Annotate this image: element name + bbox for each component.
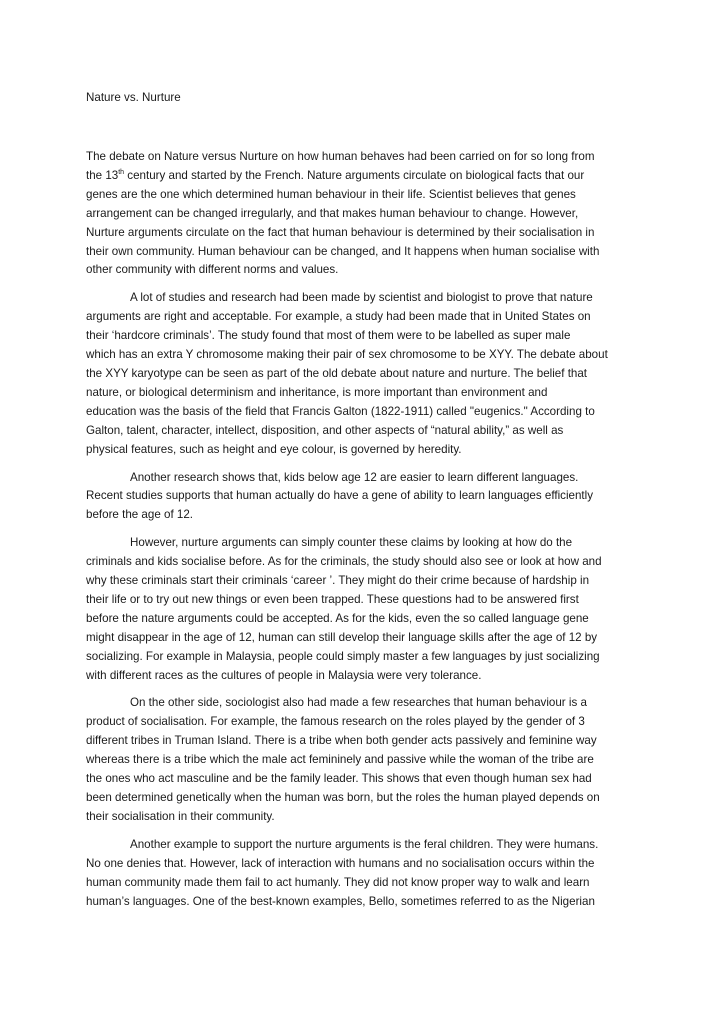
text-line: Another research shows that, kids below age 12 are easier to learn different languages. <box>130 470 579 484</box>
text-line: why these criminals start their criminals ‘career ’. They might do their crime because of hardship in <box>86 574 590 588</box>
text-line: their own community. Human behaviour can be changed, and It happens when human socialise with <box>86 244 600 258</box>
text-line: different tribes in Truman Island. There is a tribe when both gender acts passively and feminine way <box>86 734 597 748</box>
text-line: Galton, talent, character, intellect, disposition, and other aspects of “natural ability,” as well as <box>86 423 564 437</box>
text-line: which has an extra Y chromosome making their pair of sex chromosome to be XYY. The debate about <box>86 348 608 362</box>
text-line: criminals and kids socialise before. As for the criminals, the study should also see or look at how and <box>86 555 602 569</box>
text-line: Recent studies supports that human actually do have a gene of ability to learn languages efficiently <box>86 489 594 503</box>
paragraph <box>86 534 646 685</box>
text-line: Nurture arguments circulate on the fact that human behaviour is determined by their socialisation in <box>86 225 595 239</box>
text-line: Another example to support the nurture arguments is the feral children. They were humans. <box>130 837 599 851</box>
document-body <box>86 148 646 920</box>
text-line: socializing. For example in Malaysia, people could simply master a few languages by just socializing <box>86 649 600 663</box>
text-line <box>86 167 646 186</box>
text-line: physical features, such as height and eye colour, is governed by heredity. <box>86 442 462 456</box>
text-segment: century and started by the French. Nature arguments circulate on biological facts that our <box>124 168 585 182</box>
paragraph <box>86 836 646 912</box>
paragraph <box>86 694 646 826</box>
text-line: the XYY karyotype can be seen as part of the old debate about nature and nurture. The belief that <box>86 366 588 380</box>
text-line: before the nature arguments could be accepted. As for the kids, even the so called language gene <box>86 611 589 625</box>
text-line: their ‘hardcore criminals’. The study found that most of them were to be labelled as super male <box>86 329 571 343</box>
paragraph <box>86 289 646 459</box>
text-line: product of socialisation. For example, the famous research on the roles played by the gender of 3 <box>86 715 585 729</box>
text-line: The debate on Nature versus Nurture on how human behaves had been carried on for so long from <box>86 150 595 163</box>
text-line: human community made them fail to act humanly. They did not know proper way to walk and learn <box>86 875 590 889</box>
text-line: with different races as the cultures of people in Malaysia were very tolerance. <box>86 668 482 682</box>
text-line: No one denies that. However, lack of interaction with humans and no socialisation occurs within the <box>86 856 595 870</box>
text-line: genes are the one which determined human behaviour in their life. Scientist believes that genes <box>86 187 576 201</box>
text-line: education was the basis of the field that Francis Galton (1822-1911) called "eugenics." According to <box>86 404 595 418</box>
text-line: A lot of studies and research had been made by scientist and biologist to prove that nature <box>130 291 593 305</box>
page-title: Nature vs. Nurture <box>86 91 181 104</box>
text-line: other community with different norms and values. <box>86 263 339 277</box>
text-line: human’s languages. One of the best-known examples, Bello, sometimes referred to as the Nigerian <box>86 894 595 908</box>
text-line: nature, or biological determinism and inheritance, is more important than environment and <box>86 385 548 399</box>
ordinal-superscript: th <box>118 169 125 177</box>
text-line: before the age of 12. <box>86 508 194 522</box>
text-line: arrangement can be changed irregularly, and that makes human behaviour to change. However, <box>86 206 579 220</box>
text-line: might disappear in the age of 12, human can still develop their language skills after the age of 12 by <box>86 630 598 644</box>
paragraph <box>86 148 646 280</box>
text-line: the ones who act masculine and be the family leader. This shows that even though human sex had <box>86 772 592 786</box>
text-line: been determined genetically when the human was born, but the roles the human played depends on <box>86 791 600 804</box>
paragraph <box>86 469 646 526</box>
text-line: On the other side, sociologist also had made a few researches that human behaviour is a <box>130 696 587 710</box>
text-line: whereas there is a tribe which the male act femininely and passive while the woman of the tribe are <box>86 753 594 767</box>
text-segment: the 13 <box>86 168 119 182</box>
text-line: their socialisation in their community. <box>86 809 275 823</box>
text-line: arguments are right and acceptable. For example, a study had been made that in United States on <box>86 310 591 324</box>
text-line: their life or to try out new things or even been trapped. These questions had to be answered first <box>86 592 579 606</box>
text-line: However, nurture arguments can simply counter these claims by looking at how do the <box>130 536 573 550</box>
